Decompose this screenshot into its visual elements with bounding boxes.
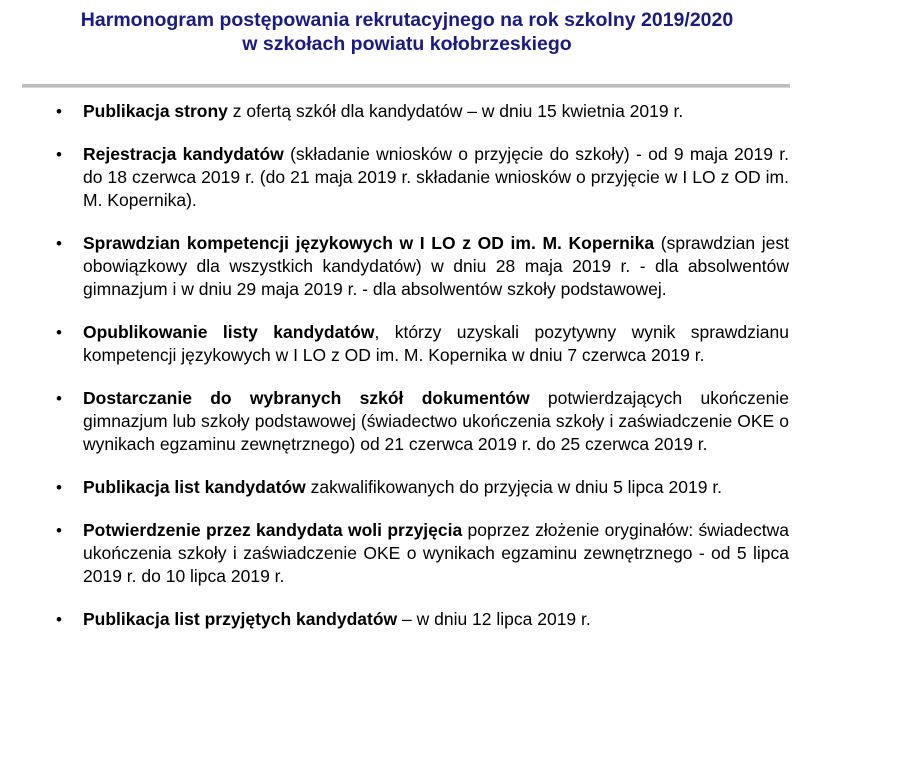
item-description: zakwalifikowanych do przyjęcia w dniu 5 lipca 2019 r.: [305, 477, 723, 497]
item-bold-label: Publikacja list przyjętych kandydatów: [83, 609, 398, 629]
page-title: [22, 8, 792, 56]
item-description: (sprawdzian jest obowiązkowy dla wszystkich kandydatów) w dniu 28 maja 2019 r. - dla absolwentów gimnazjum i w dniu 29 maja 2019 r. - dla absolwentów szkoły podstawowej.: [83, 233, 789, 299]
item-bold-label: Potwierdzenie przez kandydata woli przyjęcia: [83, 520, 463, 540]
bullet-icon: •: [56, 521, 62, 540]
bullet-icon: •: [56, 610, 62, 629]
item-description: – w dniu 12 lipca 2019 r.: [397, 609, 591, 629]
bullet-icon: •: [56, 102, 62, 121]
list-item: [0, 321, 900, 367]
schedule-list: [0, 100, 900, 651]
list-item-text: [83, 519, 789, 588]
list-item-text: [83, 476, 789, 499]
list-item: [0, 476, 900, 499]
item-bold-label: Publikacja list kandydatów: [83, 477, 306, 497]
list-item-text: [83, 143, 789, 212]
bullet-icon: •: [56, 145, 62, 164]
item-bold-label: Sprawdzian kompetencji językowych w I LO z OD im. M. Kopernika: [83, 233, 655, 253]
bullet-icon: •: [56, 234, 62, 253]
title-divider: [22, 84, 790, 88]
list-item: [0, 232, 900, 301]
list-item-text: [83, 321, 789, 367]
item-bold-label: Opublikowanie listy kandydatów: [83, 322, 375, 342]
item-description: (składanie wniosków o przyjęcie do szkoły) - od 9 maja 2019 r. do 18 czerwca 2019 r. (do 21 maja 2019 r. składanie wniosków o przyjęcie w I LO z OD im. M. Kopernika).: [83, 144, 789, 210]
list-item: [0, 608, 900, 631]
list-item-text: [83, 100, 789, 123]
item-description: , którzy uzyskali pozytywny wynik sprawdzianu kompetencji językowych w I LO z OD im. M. Kopernika w dniu 7 czerwca 2019 r.: [83, 322, 789, 365]
bullet-icon: •: [56, 323, 62, 342]
list-item: [0, 143, 900, 212]
item-description: z ofertą szkół dla kandydatów – w dniu 15 kwietnia 2019 r.: [227, 101, 684, 121]
item-description: potwierdzających ukończenie gimnazjum lub szkoły podstawowej (świadectwo ukończenia szkoły i zaświadczenie OKE o wynikach egzaminu zewnętrznego) od 21 czerwca 2019 r. do 25 czerwca 2019 r.: [83, 388, 789, 454]
title-line-2: w szkołach powiatu kołobrzeskiego: [242, 33, 572, 55]
list-item: [0, 387, 900, 456]
item-bold-label: Publikacja strony: [83, 101, 228, 121]
bullet-icon: •: [56, 478, 62, 497]
bullet-icon: •: [56, 389, 62, 408]
item-bold-label: Rejestracja kandydatów: [83, 144, 284, 164]
item-bold-label: Dostarczanie do wybranych szkół dokumentów: [83, 388, 530, 408]
list-item-text: [83, 608, 789, 631]
list-item-text: [83, 387, 789, 456]
list-item: [0, 519, 900, 588]
title-line-1: Harmonogram postępowania rekrutacyjnego na rok szkolny 2019/2020: [80, 9, 734, 31]
list-item-text: [83, 232, 789, 301]
list-item: [0, 100, 900, 123]
item-description: poprzez złożenie oryginałów: świadectwa ukończenia szkoły i zaświadczenie OKE o wynikach egzaminu zewnętrznego - od 5 lipca 2019 r. do 10 lipca 2019 r.: [83, 520, 789, 586]
